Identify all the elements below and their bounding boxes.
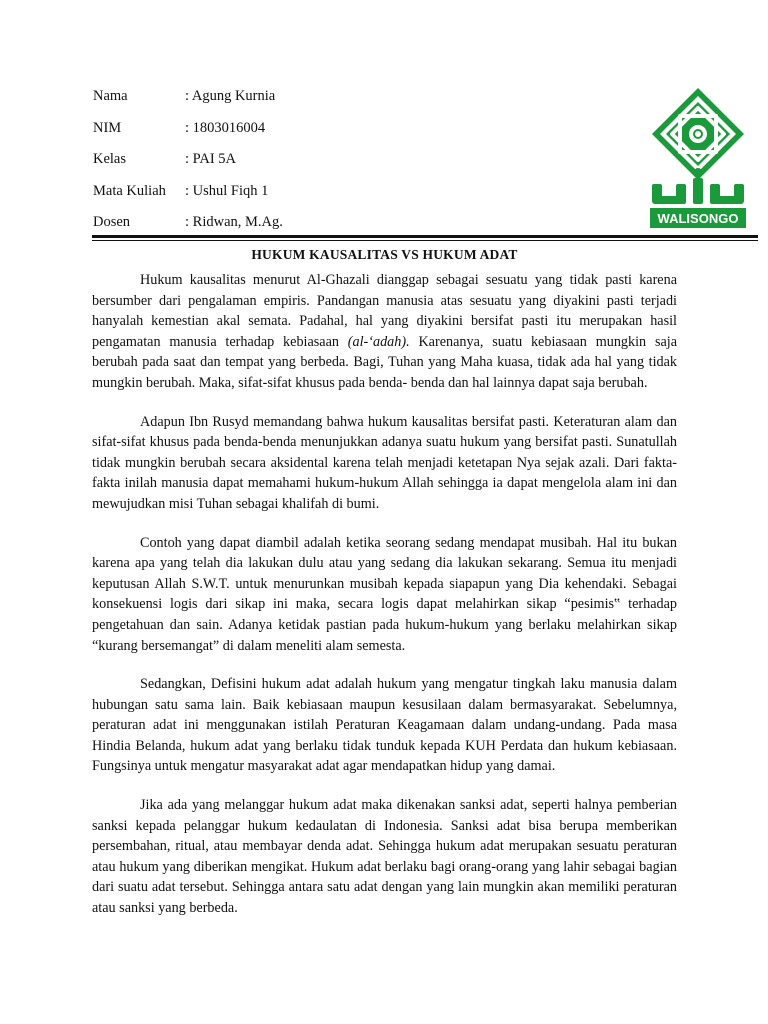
paragraph-text: Hukum kausalitas menurut Al-Ghazali dianggap sebagai sesuatu yang tidak pasti karena bersumber dari pengalaman empiris. Pandangan manusia atas sesuatu yang diyakini pasti terjadi hanyalah kemestian akal semata. Padahal, hal yang diyakini bersifat pasti itu merupakan hasil pengamatan manusia terhadap kebiasaan [92,272,677,350]
document-title: HUKUM KAUSALITAS VS HUKUM ADAT [251,247,518,262]
paragraph-text: Jika ada yang melanggar hukum adat maka dikenakan sanksi adat, seperti halnya pemberian sanksi kepada pelanggar hukum kedaulatan di Indonesia. Sanksi adat bisa berupa memberikan persembahan, ritual, atau membayar denda adat. Sehingga hukum adat merupakan sesuatu peraturan atau hukum yang diberikan mengikat. Hukum adat berlaku bagi orang-orang yang lahir sebagai bagian dari suatu adat tersebut. Sehingga antara satu adat dengan yang lain mungkin akan memiliki peraturan atau sanksi yang berbeda. [92,797,677,917]
info-row-nama [93,86,563,118]
info-label: Kelas [93,151,127,167]
document-body [92,270,677,937]
paragraph [92,412,677,515]
info-value: : Agung Kurnia [185,88,276,104]
info-row-mata-kuliah [93,181,563,213]
info-value: : PAI 5A [185,151,237,167]
info-value: : Ridwan, M.Ag. [185,214,283,230]
paragraph [92,270,677,394]
logo-text: WALISONGO [657,211,739,226]
info-value: : 1803016004 [185,119,266,136]
info-label: Mata Kuliah [93,182,166,199]
header-divider-thin [92,240,758,241]
paragraph [92,674,677,777]
info-row-kelas [93,149,563,181]
paragraph [92,795,677,919]
info-label: NIM [93,119,122,136]
info-value: : Ushul Fiqh 1 [185,182,269,199]
paragraph-text: Karenanya, suatu kebiasaan mungkin saja berubah pada saat dan tempat yang berbeda. Bagi, Tuhan yang Maha kuasa, tidak ada hal yang tidak mungkin berubah. Maka, sifat-sifat khusus pada benda- benda dan hal lainnya dapat saja berubah. [92,333,677,391]
paragraph-text: Contoh yang dapat diambil adalah ketika seorang sedang mendapat musibah. Hal itu bukan karena apa yang telah dia lakukan dulu atau yang sedang dia lakukan sekarang. Semua itu menjadi keputusan Allah S.W.T. untuk menurunkan musibah kepada siapapun yang Dia kehendaki. Sebagai konsekuensi logis dari sikap ini maka, secara logis dapat melahirkan sikap “pesimis‟ terhadap pengetahuan dan sain. Adanya ketidak pastian pada hukum-hukum yang berlaku melahirkan sikap “kurang bersemangat” di dalam meneliti alam semesta. [92,534,677,654]
info-row-nim [93,118,563,150]
walisongo-emblem-icon [648,86,748,234]
paragraph-text: Sedangkan, Defisini hukum adat adalah hukum yang mengatur tingkah laku manusia dalam hubungan satu sama lain. Baik kebiasaan maupun kesusilaan dalam bermasyarakat. Sebelumnya, peraturan adat ini menggunakan istilah Peraturan Keagamaan dalam undang-undang. Pada masa Hindia Belanda, hukum adat yang berlaku tidak tunduk kepada KUH Perdata dan hukum kebiasaan. Fungsinya untuk mengatur masyarakat adat agar mendapatkan hidup yang damai. [92,676,677,775]
info-label: Dosen [93,214,131,230]
header-divider-thick [92,235,758,238]
info-row-dosen [93,212,563,244]
walisongo-logo [648,86,748,234]
info-label: Nama [93,88,128,104]
paragraph [92,533,677,657]
student-info-header [93,86,563,244]
paragraph-italic-text: (al-‘adah). [347,333,410,350]
paragraph-text: Adapun Ibn Rusyd memandang bahwa hukum kausalitas bersifat pasti. Keteraturan alam dan sifat-sifat khusus pada benda-benda menunjukkan adanya suatu hukum yang bersifat pasti. Sunatullah tidak mungkin berubah secara aksidental karena telah menjadi ketetapan Nya sejak azali. Dari fakta-fakta inilah manusia dapat memahami hukum-hukum Allah sehingga ia dapat mengelola alam ini dan mewujudkan misi Tuhan sebagai khalifah di bumi. [92,413,677,512]
